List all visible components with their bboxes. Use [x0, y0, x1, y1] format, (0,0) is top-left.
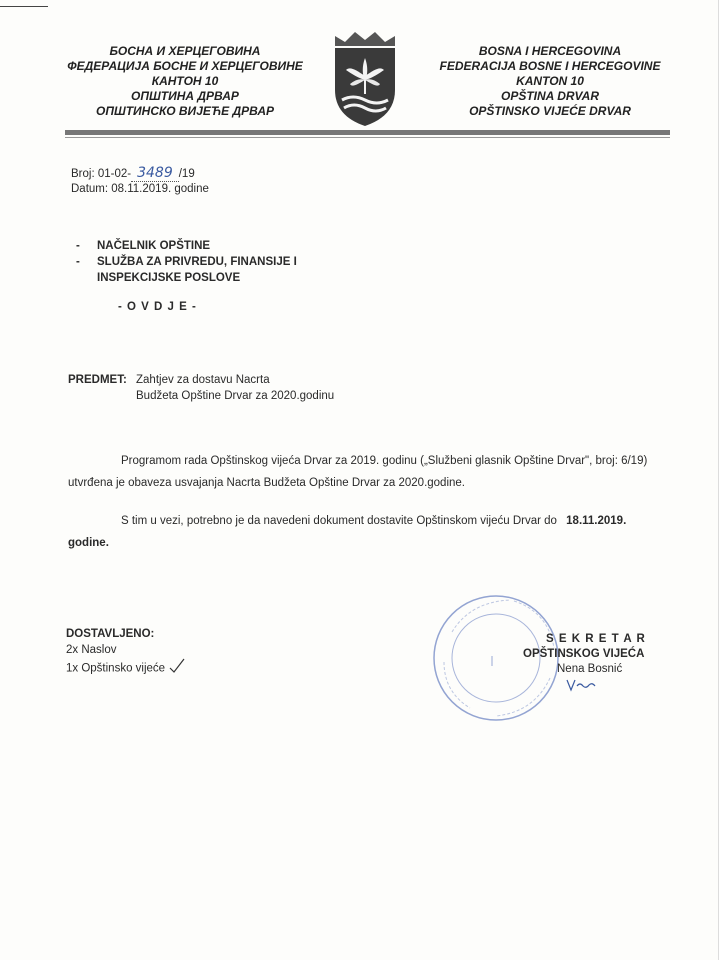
header-left-line: ОПШТИНА ДРВАР: [131, 89, 239, 103]
delivery-line: [66, 658, 186, 679]
header-right-line: FEDERACIJA BOSNE I HERCEGOVINE: [439, 59, 661, 73]
body-paragraph-2: [121, 510, 626, 532]
subject-line: Budžeta Opštine Drvar za 2020.godinu: [136, 390, 335, 402]
recipient-service: SLUŽBA ZA PRIVREDU, FINANSIJE I: [97, 256, 297, 268]
signature-title: S E K R E T A R: [546, 633, 646, 645]
recipient-service-cont: INSPEKCIJSKE POSLOVE: [97, 272, 241, 284]
body-paragraph-1-cont: utvrđena je obaveza usvajanja Nacrta Budžeta Opštine Drvar za 2020.godine.: [68, 477, 465, 489]
ovdje: - O V D J E -: [118, 301, 197, 313]
header-latin: [425, 44, 675, 119]
header-right-line: KANTON 10: [516, 74, 584, 88]
deadline-date: 18.11.2019.: [566, 515, 627, 527]
recipient-dash: -: [76, 240, 80, 252]
delivery-label: DOSTAVLJENO:: [66, 628, 155, 640]
scan-mark: [0, 6, 48, 7]
recipient-dash: -: [76, 256, 80, 268]
header-left-line: БОСНА И ХЕРЦЕГОВИНА: [109, 44, 261, 58]
subject-line: Zahtjev za dostavu Nacrta: [136, 374, 270, 386]
header-divider-thin: [65, 137, 670, 138]
header-left-line: КАНТОН 10: [151, 74, 219, 88]
subject-label: PREDMET:: [68, 374, 127, 386]
signer-name: Nena Bosnić: [557, 663, 623, 675]
header-right-line: OPŠTINSKO VIJEĆE DRVAR: [469, 104, 631, 118]
body-paragraph-2-cont: godine.: [68, 537, 109, 549]
handwritten-number: 3489: [131, 165, 179, 182]
document-date: Datum: 08.11.2019. godine: [71, 183, 209, 195]
body-paragraph-2-text: S tim u vezi, potrebno je da navedeni dokument dostavite Opštinskom vijeću Drvar do: [121, 515, 557, 527]
handwritten-signature: [565, 676, 601, 692]
delivery-line: 2x Naslov: [66, 644, 117, 656]
reference-number: [71, 165, 195, 182]
broj-prefix: Broj: 01-02-: [71, 168, 132, 180]
broj-suffix: /19: [178, 168, 195, 180]
header-right-line: BOSNA I HERCEGOVINA: [478, 44, 622, 58]
signature-title-cont: OPŠTINSKOG VIJEĆA: [523, 648, 645, 660]
header-left-line: ФЕДЕРАЦИЈА БОСНЕ И ХЕРЦЕГОВИНЕ: [67, 59, 303, 73]
header-divider: [65, 130, 670, 135]
header-left-line: ОПШТИНСКО ВИЈЕЋЕ ДРВАР: [96, 104, 274, 118]
recipient-mayor: NAČELNIK OPŠTINE: [97, 240, 211, 252]
header-right-line: OPŠTINA DRVAR: [500, 89, 599, 103]
municipal-emblem: [330, 28, 400, 128]
delivery-line-text: 1x Opštinsko vijeće: [66, 662, 166, 675]
body-paragraph-1: Programom rada Opštinskog vijeća Drvar za 2019. godinu („Službeni glasnik Opštine Drvar", broj: 6/19): [121, 455, 648, 467]
checkmark-icon: [168, 658, 186, 679]
header-cyrillic: [60, 44, 310, 119]
